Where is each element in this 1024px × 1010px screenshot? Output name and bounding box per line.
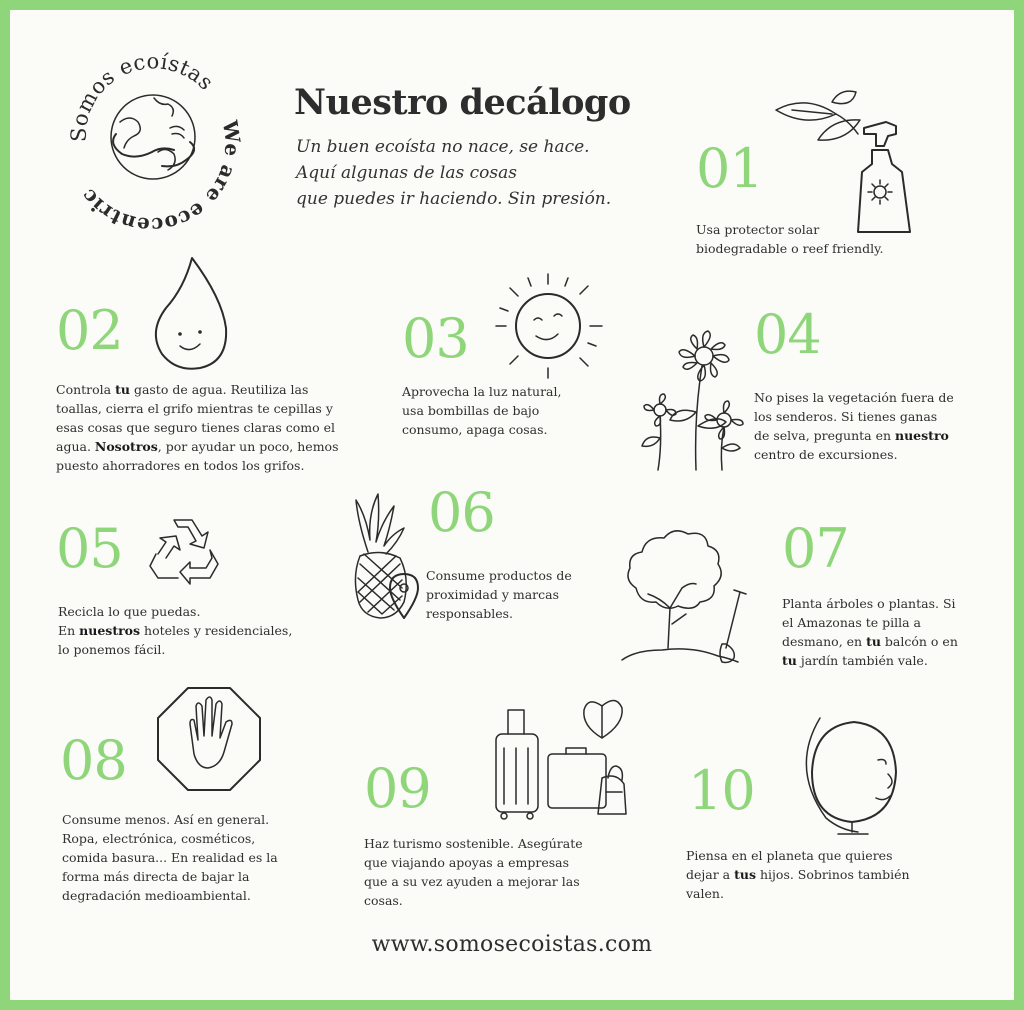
item-02-text bbox=[56, 380, 341, 475]
shovel-icon bbox=[720, 590, 746, 663]
item-10-text bbox=[686, 846, 916, 903]
item-08-text bbox=[62, 810, 287, 905]
body-text: Consume menos. Así en general. Ropa, electrónica, cosméticos, comida basura... En realidad es la forma más directa de bajar la degradación medioambiental. bbox=[62, 812, 278, 903]
item-01-number: 01 bbox=[696, 137, 763, 200]
flowers-icon bbox=[624, 326, 754, 474]
water-drop-icon bbox=[144, 250, 244, 378]
body-text: , por ayudar un poco, hemos puesto ahorradores en todos los grifos. bbox=[56, 439, 339, 473]
website-link[interactable]: www.somosecoistas.com bbox=[371, 932, 653, 957]
body-text: Usa protector solar biodegradable o reef friendly. bbox=[696, 222, 884, 256]
item-07-number: 07 bbox=[782, 517, 849, 580]
emphasis-text: nuestros bbox=[79, 623, 141, 638]
item-02-number: 02 bbox=[56, 299, 123, 362]
item-10-number: 10 bbox=[688, 759, 755, 822]
body-text: Planta árboles o plantas. Si el Amazonas te pilla a desmano, en bbox=[782, 596, 956, 649]
body-text: Recicla lo que puedas. bbox=[58, 604, 201, 619]
luggage-icon bbox=[482, 688, 642, 828]
body-text: hoteles y residenciales, bbox=[140, 623, 293, 638]
item-03-text bbox=[402, 382, 577, 439]
body-text: Consume productos de proximidad y marcas responsables. bbox=[426, 568, 572, 621]
item-09-text bbox=[364, 834, 589, 910]
item-09-number: 09 bbox=[364, 757, 431, 820]
globe-face-icon bbox=[792, 710, 912, 840]
body-text: Aprovecha la luz natural, usa bombillas de bajo consumo, apaga cosas. bbox=[402, 384, 562, 437]
body-text: Piensa en el planeta que quieres dejar a bbox=[686, 848, 893, 882]
spray-bottle-icon bbox=[772, 88, 922, 238]
body-text: Haz turismo sostenible. Asegúrate que viajando apoyas a empresas que a su vez ayuden a mejorar las cosas. bbox=[364, 836, 583, 908]
recycle-icon bbox=[148, 510, 224, 582]
body-text: centro de excursiones. bbox=[754, 447, 898, 462]
emphasis-text: tu bbox=[782, 653, 797, 668]
item-04-text bbox=[754, 388, 954, 464]
body-text: lo ponemos fácil. bbox=[58, 642, 166, 657]
item-04-number: 04 bbox=[754, 303, 821, 366]
item-07-text bbox=[782, 594, 967, 670]
logo-top-text: Somos ecoístas bbox=[66, 49, 219, 143]
sun-icon bbox=[490, 268, 610, 388]
item-05-number: 05 bbox=[56, 517, 123, 580]
item-06-text bbox=[426, 566, 586, 623]
tree-icon bbox=[616, 528, 746, 668]
stop-hand-icon bbox=[154, 680, 264, 790]
item-03-number: 03 bbox=[402, 307, 469, 370]
item-05-text bbox=[58, 602, 298, 659]
page-subtitle: Un buen ecoísta no nace, se hace. Aquí algunas de las cosas que puedes ir haciendo. Sin presión. bbox=[296, 137, 612, 209]
body-text: balcón o en bbox=[880, 634, 958, 649]
body-text: jardín también vale. bbox=[796, 653, 928, 668]
emphasis-text: tu bbox=[115, 382, 130, 397]
body-text: Controla bbox=[56, 382, 116, 397]
emphasis-text: Nosotros bbox=[94, 439, 158, 454]
logo-bottom-text: We are ecocentric bbox=[75, 118, 245, 238]
page-title: Nuestro decálogo bbox=[294, 82, 631, 123]
heart-leaf-icon bbox=[584, 700, 622, 738]
pineapple-icon bbox=[330, 492, 430, 624]
emphasis-text: tu bbox=[866, 634, 881, 649]
logo-badge bbox=[58, 42, 248, 238]
body-text: hijos. Sobrinos también valen. bbox=[686, 867, 910, 901]
body-text: En bbox=[58, 623, 80, 638]
emphasis-text: tus bbox=[734, 867, 757, 882]
item-06-number: 06 bbox=[428, 481, 495, 544]
body-text: No pises la vegetación fuera de los senderos. Si tienes ganas de selva, pregunta en bbox=[754, 390, 954, 443]
item-08-number: 08 bbox=[60, 729, 127, 792]
earth-hug-logo bbox=[111, 95, 195, 179]
emphasis-text: nuestro bbox=[895, 428, 949, 443]
leaves-icon bbox=[776, 91, 860, 140]
body-text: gasto de agua. Reutiliza las toallas, cierra el grifo mientras te cepillas y esas cosas que seguro tienes claras como el agua. bbox=[56, 382, 335, 454]
